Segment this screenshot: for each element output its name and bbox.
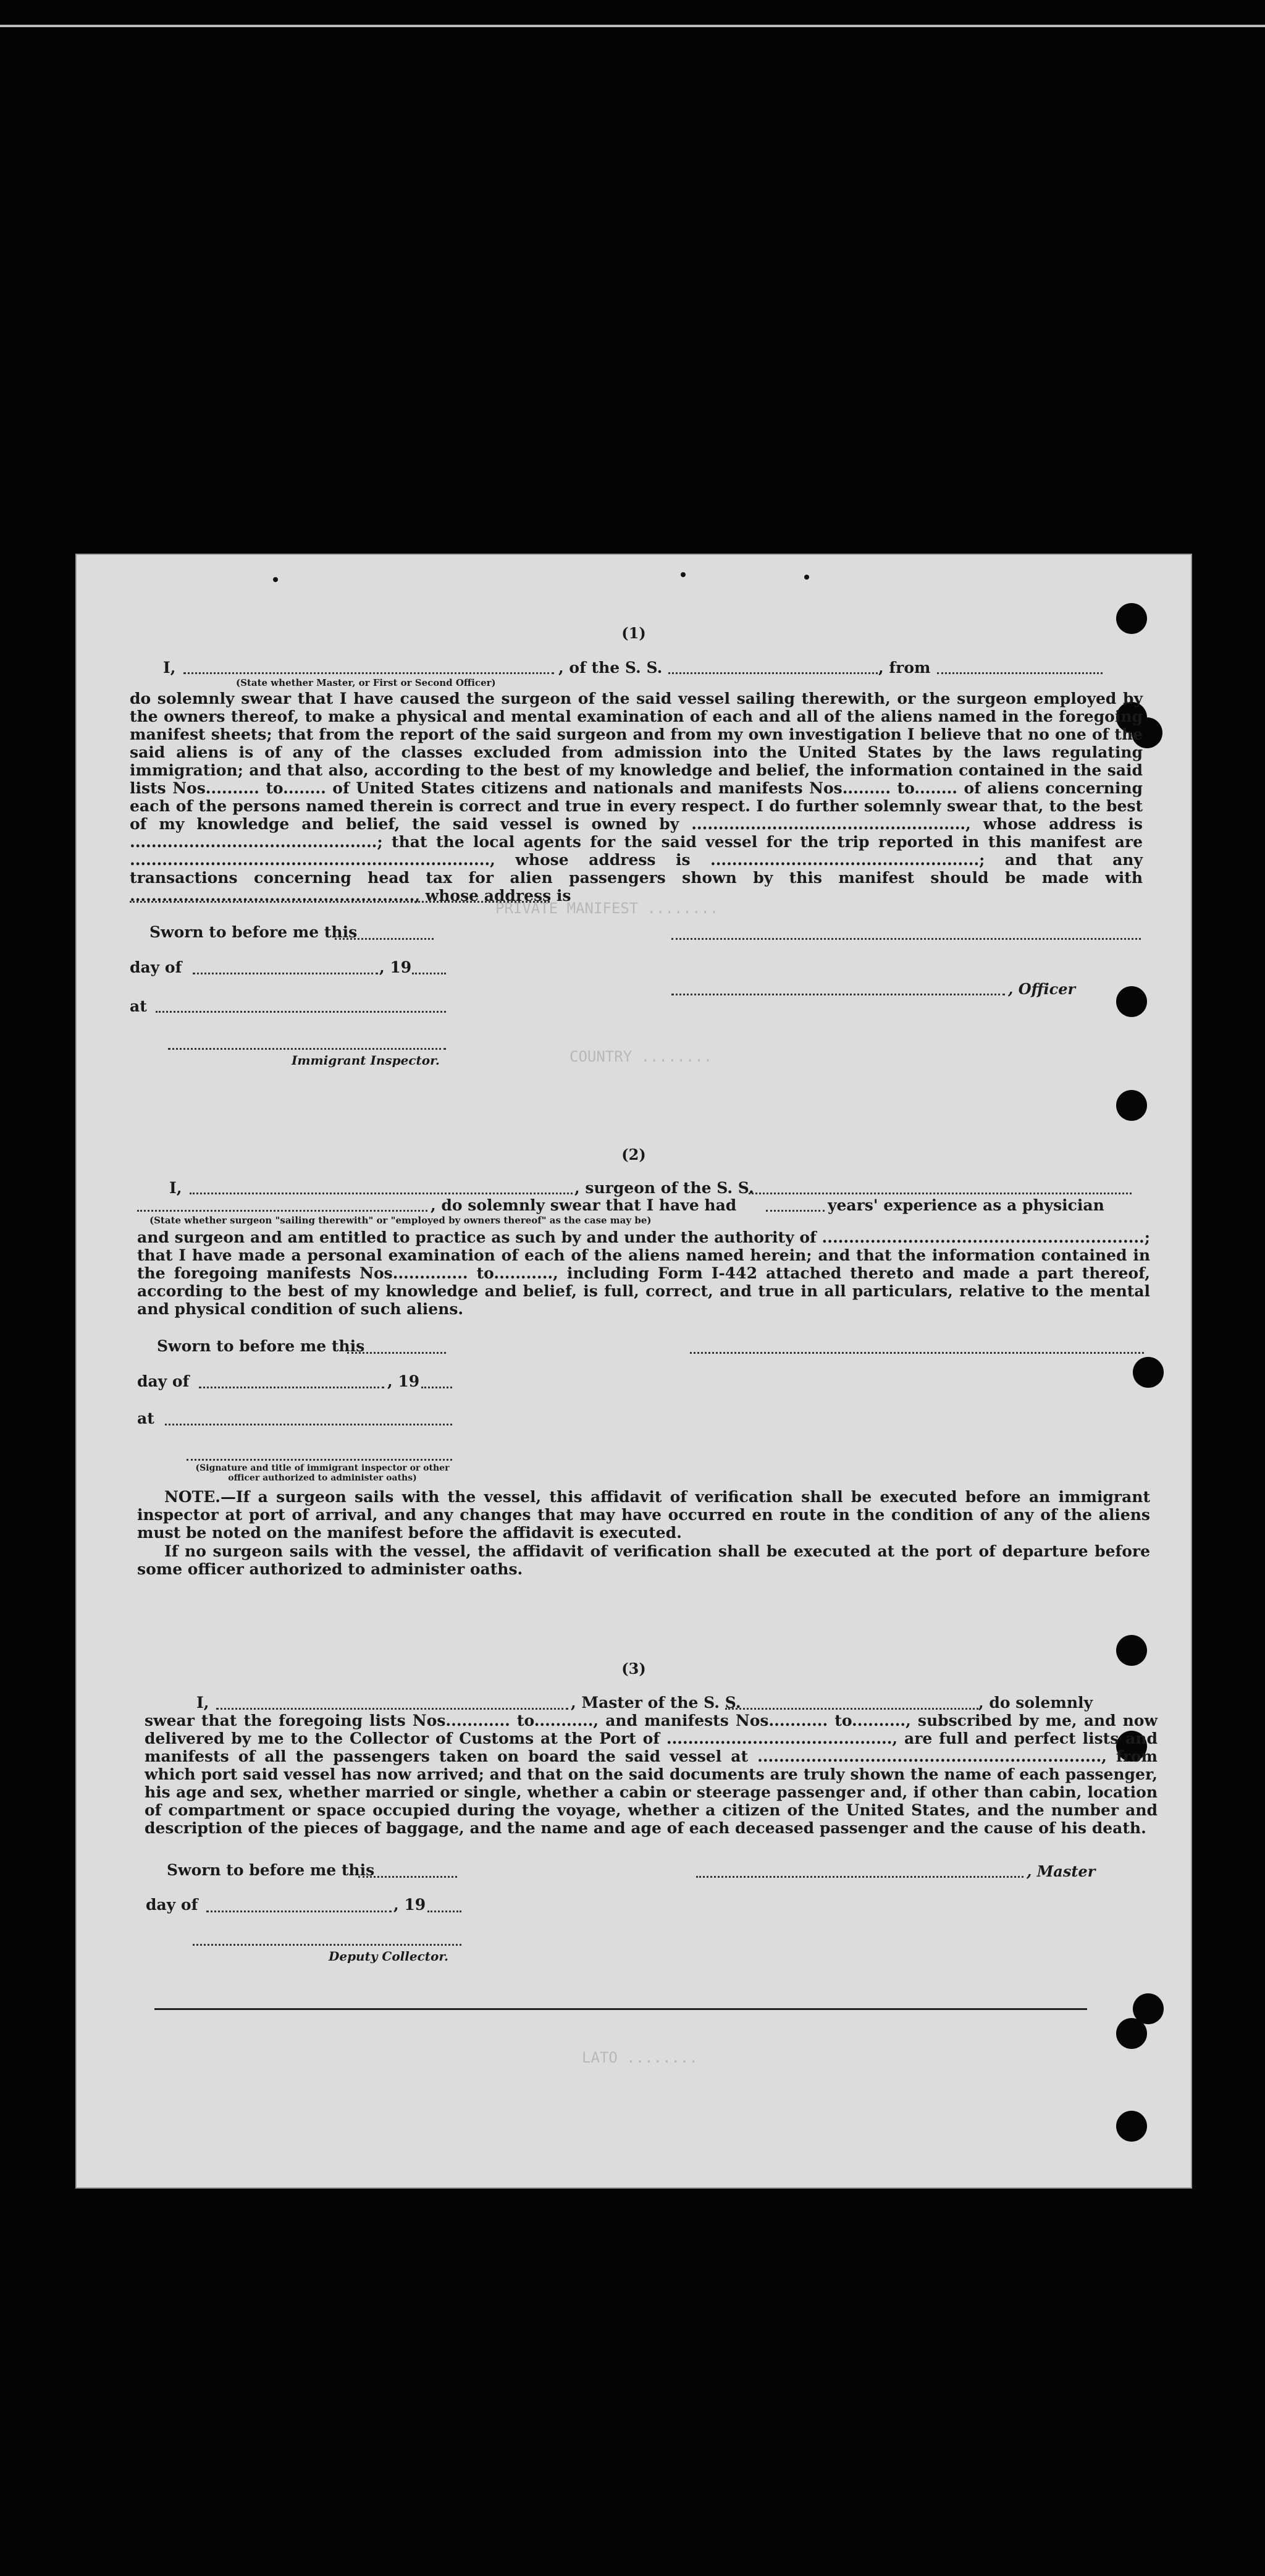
s1-sworn-day-field[interactable]: [335, 938, 434, 940]
section-2-number: (2): [621, 1146, 646, 1163]
s1-sworn-label: Sworn to before me this: [149, 923, 358, 941]
s2-surgeon-type-field[interactable]: [137, 1210, 427, 1212]
s1-officer-sign-field[interactable]: [671, 938, 1141, 940]
s2-at-label: at: [137, 1409, 154, 1427]
s2-surgeon-caption: (State whether surgeon "sailing therewith" or "employed by owners thereof" as the case may be): [149, 1215, 652, 1226]
s1-officer-name-field[interactable]: [183, 672, 554, 674]
s1-oath-text: do solemnly swear that I have caused the surgeon of the said vessel sailing therewith, or the surgeon employed by the owners thereof, to make a physical and mental examination of each and all of the aliens named in the foregoing manifest sheets; that from the report of the said surgeon and from my own investigation I believe that no one of the said aliens is of any of the classes excluded from admission into the United States by the laws regulating immigration; and that also, according to the best of my knowledge and belief, the information contained in the said lists Nos.......... to........ of United States citizens and nationals and manifests Nos......... to........ of aliens concerning each of the persons named therein is correct and true in every respect. I do further solemnly swear that, to the best of my knowledge and belief, the said vessel is owned by ..................................................., whose address is ..............................................; that the local agents for the said vessel for the trip reported in this manifest are ..................................................................., whose address is ..................................................; and that any transactions concerning head tax for alien passengers shown by this manifest should be made with ....................................................., whose address is: [130, 690, 1143, 905]
s1-month-field[interactable]: [193, 973, 378, 974]
s2-note-continued: If no surgeon sails with the vessel, the affidavit of verification shall be executed at the port of departure before some officer authorized to administer oaths.: [137, 1542, 1150, 1578]
bleed-through-text: COUNTRY ........: [569, 1048, 713, 1065]
s3-oath-text: swear that the foregoing lists Nos............ to..........., and manifests Nos........... to.........., subscribed by me, and now delivered by me to the Collector of Customs at the Port of .........................................., are full and perfect lists and manifests of all the passengers taken on board the said vessel at ................................................................, from which port said vessel has now arrived; and that on the said documents are truly shown the name of each passenger, his age and sex, whether married or single, whether a cabin or steerage passenger and, if other than cabin, location of compartment or space occupied during the voyage, whether a citizen of the United States, and the number and description of the pieces of baggage, and the name and age of each deceased passenger and the cause of his death.: [145, 1712, 1158, 1837]
s3-collector-sign-field[interactable]: [193, 1944, 461, 1946]
s2-day-of-label: day of: [137, 1372, 190, 1390]
s3-solemnly-label: , do solemnly: [978, 1694, 1093, 1712]
s2-month-field[interactable]: [199, 1387, 384, 1388]
punch-hole: [1133, 1357, 1164, 1388]
s2-oath-text: and surgeon and am entitled to practice as such by and under the authority of ............................................................; that I have made a personal examination of each of the aliens named herein; and that the information contained in the foregoing manifests Nos.............. to..........., including Form I-442 attached thereto and made a part thereof, according to the best of my knowledge and belief, is full, correct, and true in all particulars, relative to the mental and physical condition of such aliens.: [137, 1228, 1150, 1318]
s1-year-label: , 19: [379, 958, 412, 976]
s1-year-field[interactable]: [412, 973, 446, 974]
paper-speck: [804, 575, 809, 580]
s3-month-field[interactable]: [206, 1911, 392, 1912]
s3-master-title: , Master: [1027, 1862, 1096, 1880]
s2-year-label: , 19: [387, 1372, 420, 1390]
punch-hole: [1116, 1090, 1147, 1121]
s3-master-sign-field[interactable]: [696, 1876, 1023, 1878]
s1-vessel-name-field[interactable]: [668, 672, 881, 674]
s2-surgeon-sign-field[interactable]: [690, 1352, 1144, 1354]
s3-master-name-field[interactable]: [216, 1708, 568, 1710]
punch-hole: [1116, 2018, 1147, 2049]
s1-day-of-label: day of: [130, 958, 182, 976]
s3-sworn-day-field[interactable]: [358, 1876, 457, 1878]
s2-note-text: NOTE.—If a surgeon sails with the vessel, this affidavit of verification shall be executed before an immigrant inspector at port of arrival, and any changes that may have occurred en route in the condition of any of the aliens must be noted on the manifest before the affidavit is executed.: [137, 1488, 1150, 1542]
s2-signature-caption: (Signature and title of immigrant inspector or other officer authorized to administer oaths): [195, 1463, 450, 1483]
s2-sworn-day-field[interactable]: [347, 1352, 446, 1354]
s2-sworn-label: Sworn to before me this: [157, 1337, 365, 1355]
s2-years-field[interactable]: [766, 1210, 825, 1212]
s1-at-place-field[interactable]: [156, 1011, 446, 1013]
s1-from-label: , from: [878, 659, 931, 677]
bleed-through-text: PRIVATE MANIFEST ........: [495, 900, 719, 917]
bottom-rule: [154, 2008, 1087, 2010]
s3-sworn-label: Sworn to before me this: [167, 1861, 375, 1879]
s1-officer-title: , Officer: [1008, 980, 1076, 998]
section-1-number: (1): [621, 624, 646, 642]
s2-years-label: years' experience as a physician: [828, 1196, 1104, 1214]
s1-officer-caption: (State whether Master, or First or Second Officer): [236, 677, 496, 688]
s1-at-label: at: [130, 997, 147, 1015]
s2-year-field[interactable]: [421, 1387, 452, 1388]
s2-vessel-name-field[interactable]: [749, 1193, 1132, 1194]
section-3-number: (3): [621, 1660, 646, 1678]
s2-surgeon-name-field[interactable]: [190, 1193, 573, 1194]
punch-hole: [1116, 2111, 1147, 2142]
s1-of-ss-label: , of the S. S.: [558, 659, 663, 677]
bleed-through-text: LATO ........: [582, 2049, 698, 2066]
s1-address-continuation[interactable]: [130, 901, 550, 903]
s1-officer-line[interactable]: [671, 994, 1005, 995]
s1-inspector-sign-field[interactable]: [168, 1048, 446, 1050]
s1-i-label: I,: [163, 659, 176, 677]
s1-from-port-field[interactable]: [937, 672, 1103, 674]
s2-swear-label: , do solemnly swear that I have had: [431, 1196, 737, 1214]
s3-vessel-name-field[interactable]: [725, 1708, 978, 1710]
punch-hole: [1116, 986, 1147, 1017]
s2-i-label: I,: [169, 1179, 182, 1197]
paper-speck: [273, 577, 278, 582]
s3-day-of-label: day of: [146, 1896, 198, 1914]
s3-year-field[interactable]: [427, 1911, 461, 1912]
s3-i-label: I,: [196, 1694, 209, 1712]
s3-master-of-ss-label: , Master of the S. S.: [571, 1694, 741, 1712]
s2-at-place-field[interactable]: [165, 1424, 452, 1425]
s3-collector-caption: Deputy Collector.: [329, 1949, 449, 1964]
s2-surgeon-of-ss-label: , surgeon of the S. S.: [574, 1179, 754, 1197]
manifest-back-page: [75, 554, 1192, 2189]
s2-officer-sign-field[interactable]: [187, 1459, 452, 1461]
s1-inspector-caption: Immigrant Inspector.: [292, 1053, 440, 1068]
scan-top-line: [0, 25, 1265, 27]
paper-speck: [681, 572, 686, 577]
s3-year-label: , 19: [393, 1896, 426, 1914]
